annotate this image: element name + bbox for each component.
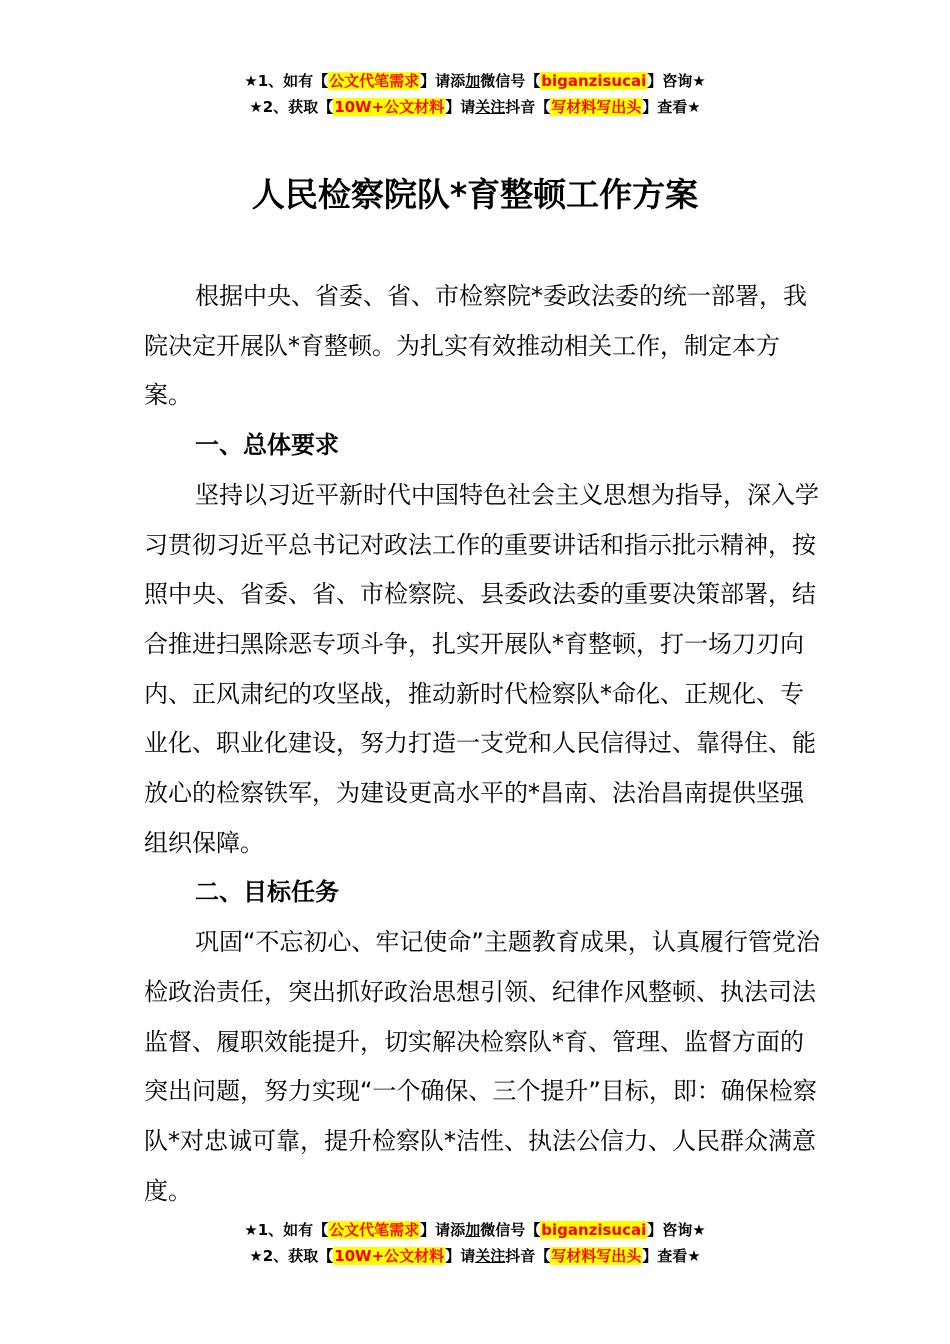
banner-highlight-wechat-id: biganzisucai [541, 1221, 647, 1239]
banner-text: 抖音【 [505, 1247, 551, 1265]
banner-underlined-text: 关注 [475, 1247, 506, 1265]
banner-underlined-text: 加 [465, 72, 481, 90]
banner-line-2 [0, 1243, 950, 1269]
banner-text: 微信号【 [480, 1221, 541, 1239]
header-banner [0, 68, 950, 120]
banner-text: 】请添 [420, 1221, 466, 1239]
section-heading-goals-tasks: 二、目标任务 [195, 878, 339, 907]
section-paragraph-goals-tasks: 巩固“不忘初心、牢记使命”主题教育成果，认真履行管党治检政治责任，突出抓好政治思想引领、纪律作风整顿、执法司法监督、履职效能提升，切实解决检察队*育、管理、监督方面的突出问题，努力实现“一个确保、三个提升”目标，即：确保检察队*对忠诚可靠，提升检察队*洁性、执法公信力、人民群众满意度。 [144, 928, 820, 1205]
banner-text: 】请 [445, 98, 476, 116]
banner-text: 】查看★ [642, 1247, 701, 1265]
footer-banner [0, 1217, 950, 1269]
banner-text: 】请添 [420, 72, 466, 90]
banner-text: ★1、如有【 [244, 72, 329, 90]
banner-highlight-wechat-id: biganzisucai [541, 72, 647, 90]
banner-text: ★2、获取【 [249, 98, 334, 116]
intro-paragraph: 根据中央、省委、省、市检察院*委政法委的统一部署，我院决定开展队*育整顿。为扎实有效推动相关工作，制定本方案。 [144, 282, 807, 410]
banner-underlined-text: 加 [465, 1221, 481, 1239]
banner-highlight-douyin-id: 写材料写出头 [551, 98, 642, 116]
banner-line-1 [0, 68, 950, 94]
banner-text: 】请 [445, 1247, 476, 1265]
banner-highlight: 10W+公文材料 [334, 98, 445, 116]
banner-text: ★1、如有【 [244, 1221, 329, 1239]
banner-highlight: 公文代笔需求 [329, 1221, 420, 1239]
banner-text: 】查看★ [642, 98, 701, 116]
document-title: 人民检察院队*育整顿工作方案 [251, 175, 699, 214]
banner-highlight-douyin-id: 写材料写出头 [551, 1247, 642, 1265]
section-paragraph-overall-requirements: 坚持以习近平新时代中国特色社会主义思想为指导，深入学习贯彻习近平总书记对政法工作的重要讲话和指示批示精神，按照中央、省委、省、市检察院、县委政法委的重要决策部署，结合推进扫黑除恶专项斗争，扎实开展队*育整顿，打一场刀刃向内、正风肃纪的攻坚战，推动新时代检察队*命化、正规化、专业化、职业化建设，努力打造一支党和人民信得过、靠得住、能放心的检察铁军，为建设更高水平的*昌南、法治昌南提供坚强组织保障。 [144, 480, 819, 857]
section-heading-overall-requirements: 一、总体要求 [195, 431, 339, 460]
document-body [144, 272, 824, 1216]
banner-line-1 [0, 1217, 950, 1243]
banner-underlined-text: 关注 [475, 98, 506, 116]
banner-highlight: 10W+公文材料 [334, 1247, 445, 1265]
banner-text: ★2、获取【 [249, 1247, 334, 1265]
banner-text: 】咨询★ [647, 1221, 706, 1239]
banner-line-2 [0, 94, 950, 120]
banner-text: 抖音【 [505, 98, 551, 116]
banner-highlight: 公文代笔需求 [329, 72, 420, 90]
banner-text: 】咨询★ [647, 72, 706, 90]
banner-text: 微信号【 [480, 72, 541, 90]
